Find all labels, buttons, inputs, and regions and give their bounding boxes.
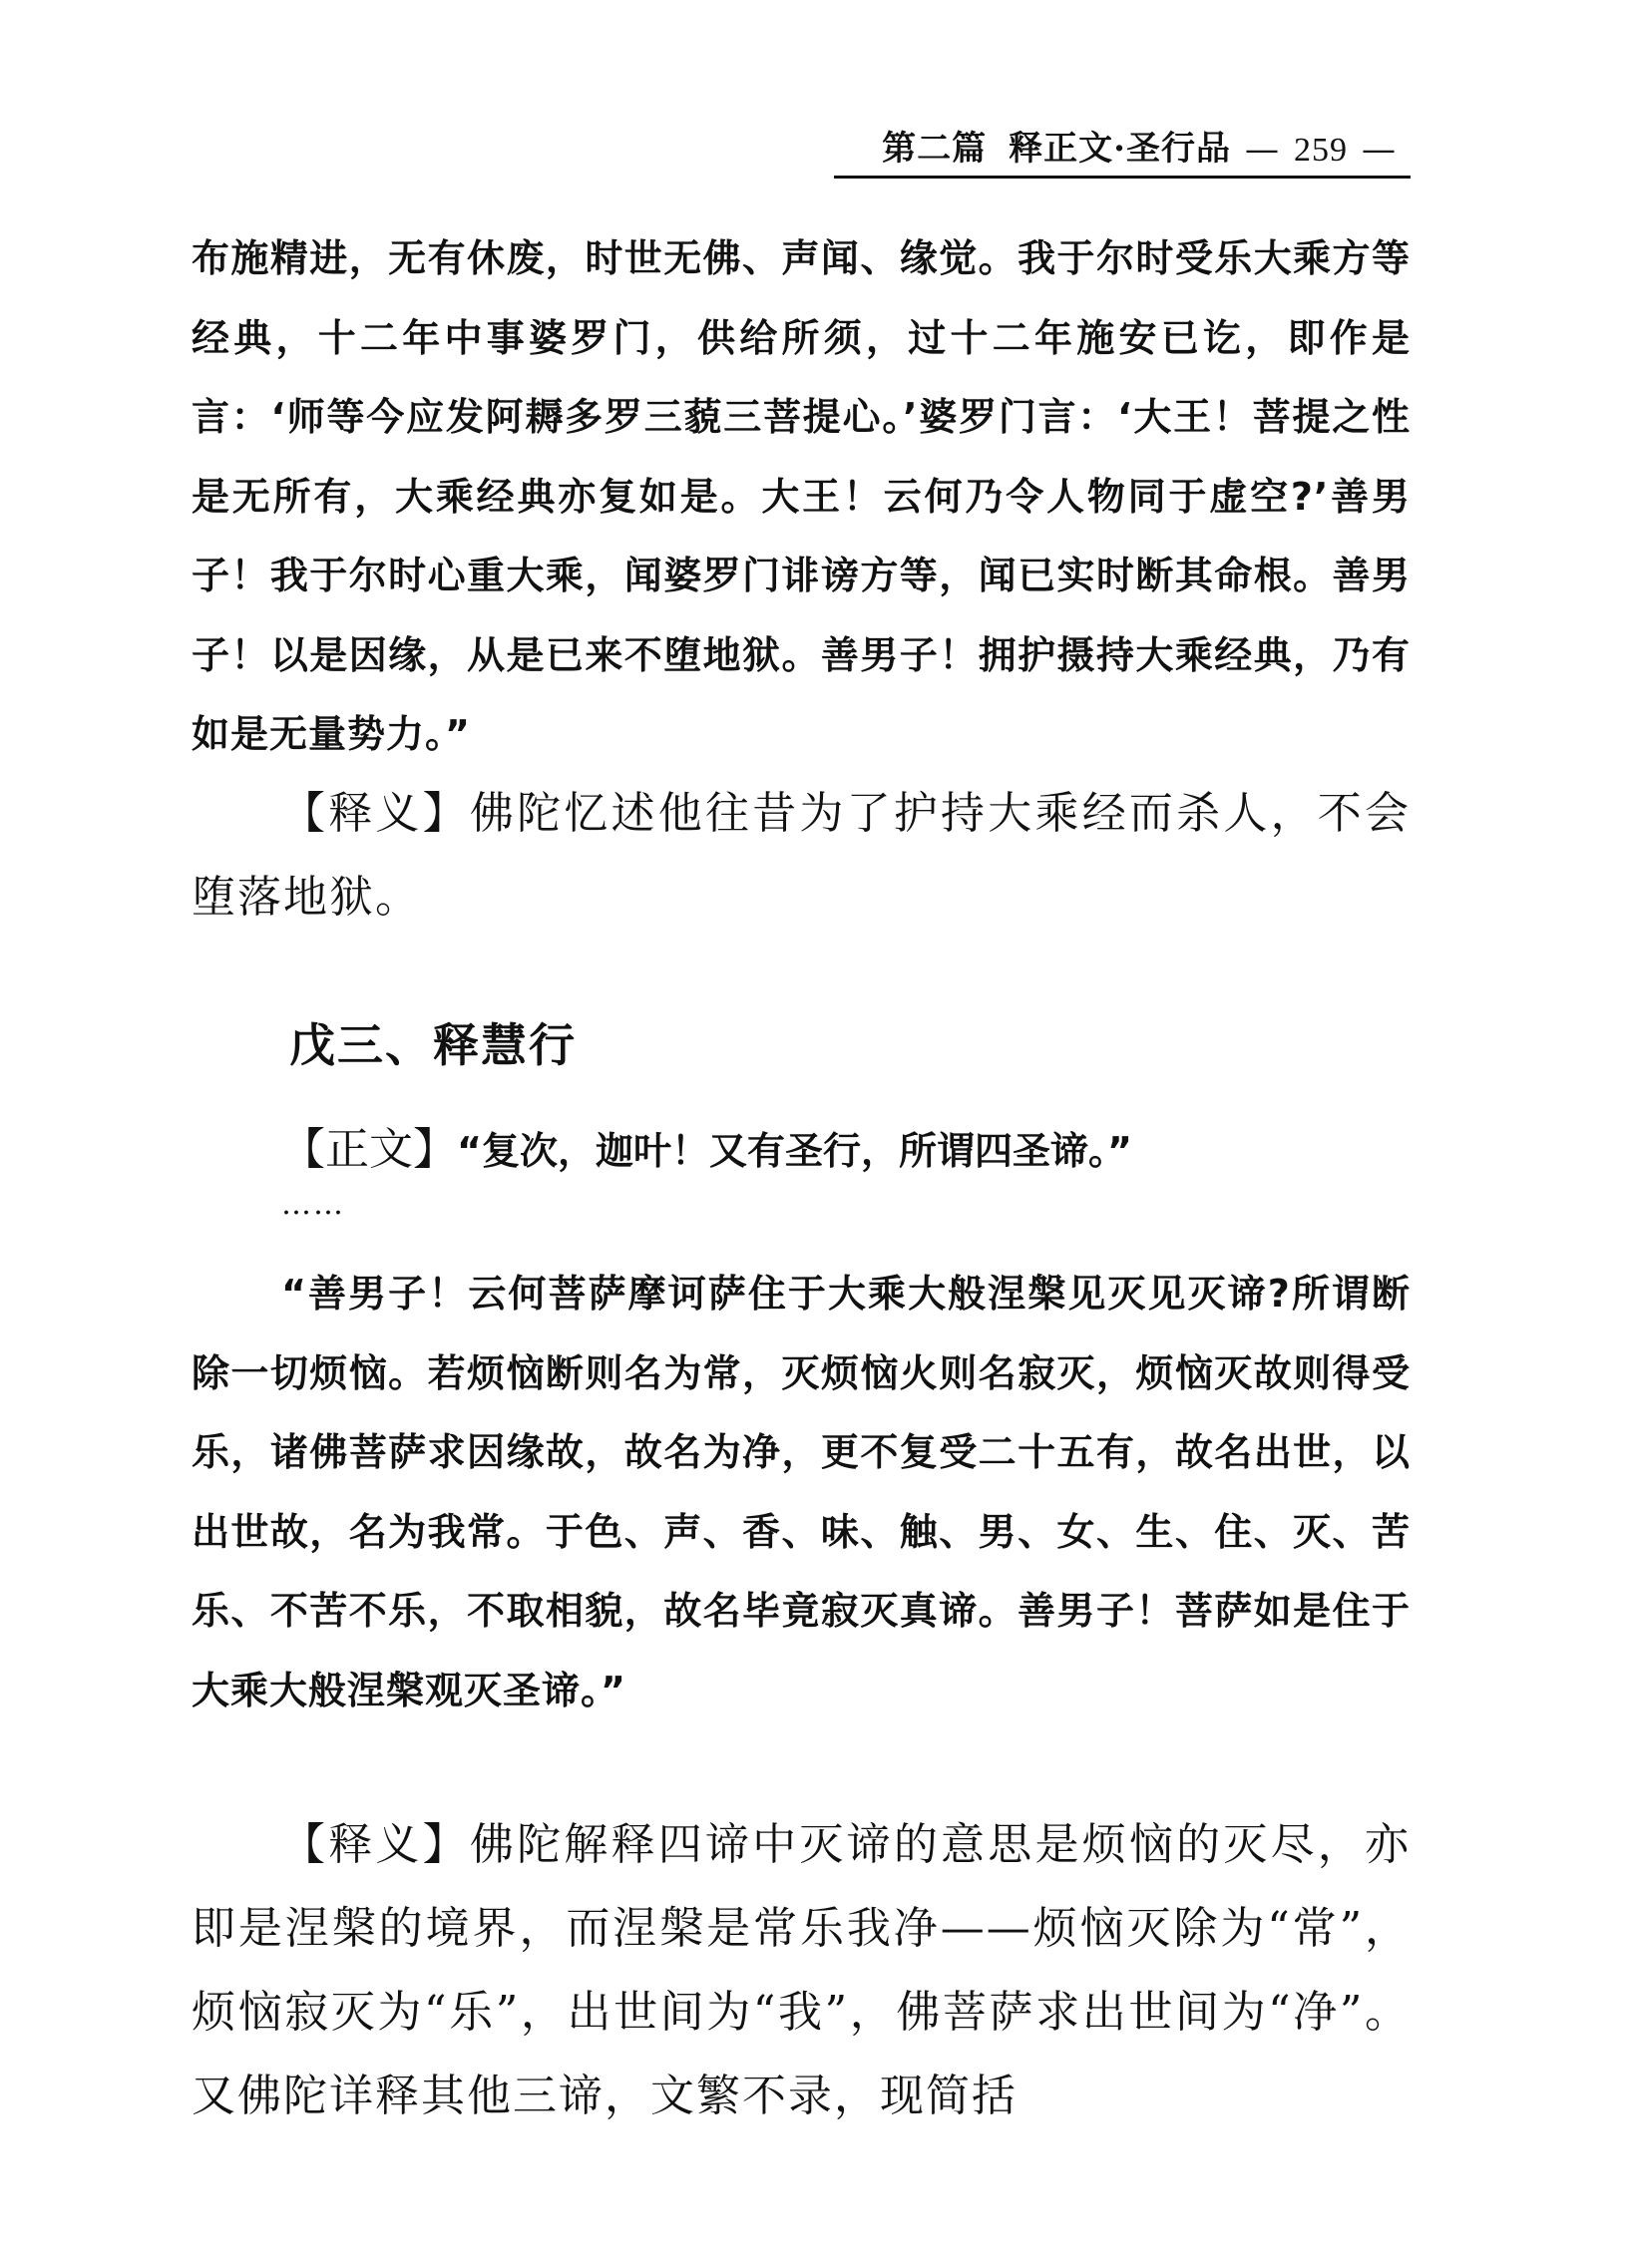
explanation-label-2: 【释义】	[281, 1819, 470, 1870]
explanation-paragraph-2	[192, 1803, 1411, 2138]
explanation-label-1: 【释义】	[281, 788, 470, 839]
main-text-label: 【正文】	[281, 1124, 457, 1175]
explanation-text-2: 佛陀解释四谛中灭谛的意思是烦恼的灭尽，亦即是涅槃的境界，而涅槃是常乐我净——烦恼灭除为“常”，烦恼寂灭为“乐”，出世间为“我”，佛菩萨求出世间为“净”。又佛陀详释其他三谛，文繁不录，现简括	[192, 1819, 1412, 2121]
running-header	[834, 118, 1411, 179]
sutra-paragraph-2	[192, 1255, 1411, 1730]
header-dash-right: —	[1362, 130, 1397, 170]
header-dash-left: —	[1245, 130, 1280, 170]
explanation-paragraph-1	[192, 772, 1411, 940]
main-text-content: “复次，迦叶！又有圣行，所谓四圣谛。”	[457, 1129, 1132, 1173]
header-section: 释正文·圣行品	[1009, 129, 1231, 169]
header-chapter: 第二篇	[882, 129, 988, 169]
sutra-text-1: 布施精进，无有休废，时世无佛、声闻、缘觉。我于尔时受乐大乘方等经典，十二年中事婆罗门，供给所须，过十二年施安已讫，即作是言：‘师等今应发阿耨多罗三藐三菩提心。’婆罗门言：‘大王！菩提之性是无所有，大乘经典亦复如是。大王！云何乃令人物同于虚空?’善男子！我于尔时心重大乘，闻婆罗门诽谤方等，闻已实时断其命根。善男子！以是因缘，从是已来不堕地狱。善男子！拥护摄持大乘经典，乃有如是无量势力。”	[192, 236, 1411, 756]
omission-ellipsis: ……	[281, 1187, 345, 1222]
sutra-text-2: “善男子！云何菩萨摩诃萨住于大乘大般涅槃见灭见灭谛?所谓断除一切烦恼。若烦恼断则名为常，灭烦恼火则名寂灭，烦恼灭故则得受乐，诸佛菩萨求因缘故，故名为净，更不复受二十五有，故名出世，以出世故，名为我常。于色、声、香、味、触、男、女、生、住、灭、苦乐、不苦不乐，不取相貌，故名毕竟寂灭真谛。善男子！菩萨如是住于大乘大般涅槃观灭圣谛。”	[192, 1272, 1411, 1712]
page-number: 259	[1294, 132, 1348, 169]
explanation-text-1: 佛陀忆述他往昔为了护持大乘经而杀人，不会堕落地狱。	[192, 788, 1412, 923]
sutra-paragraph-1	[192, 219, 1411, 775]
section-heading: 戊三、释慧行	[289, 1018, 577, 1072]
main-text-line	[281, 1113, 1132, 1177]
